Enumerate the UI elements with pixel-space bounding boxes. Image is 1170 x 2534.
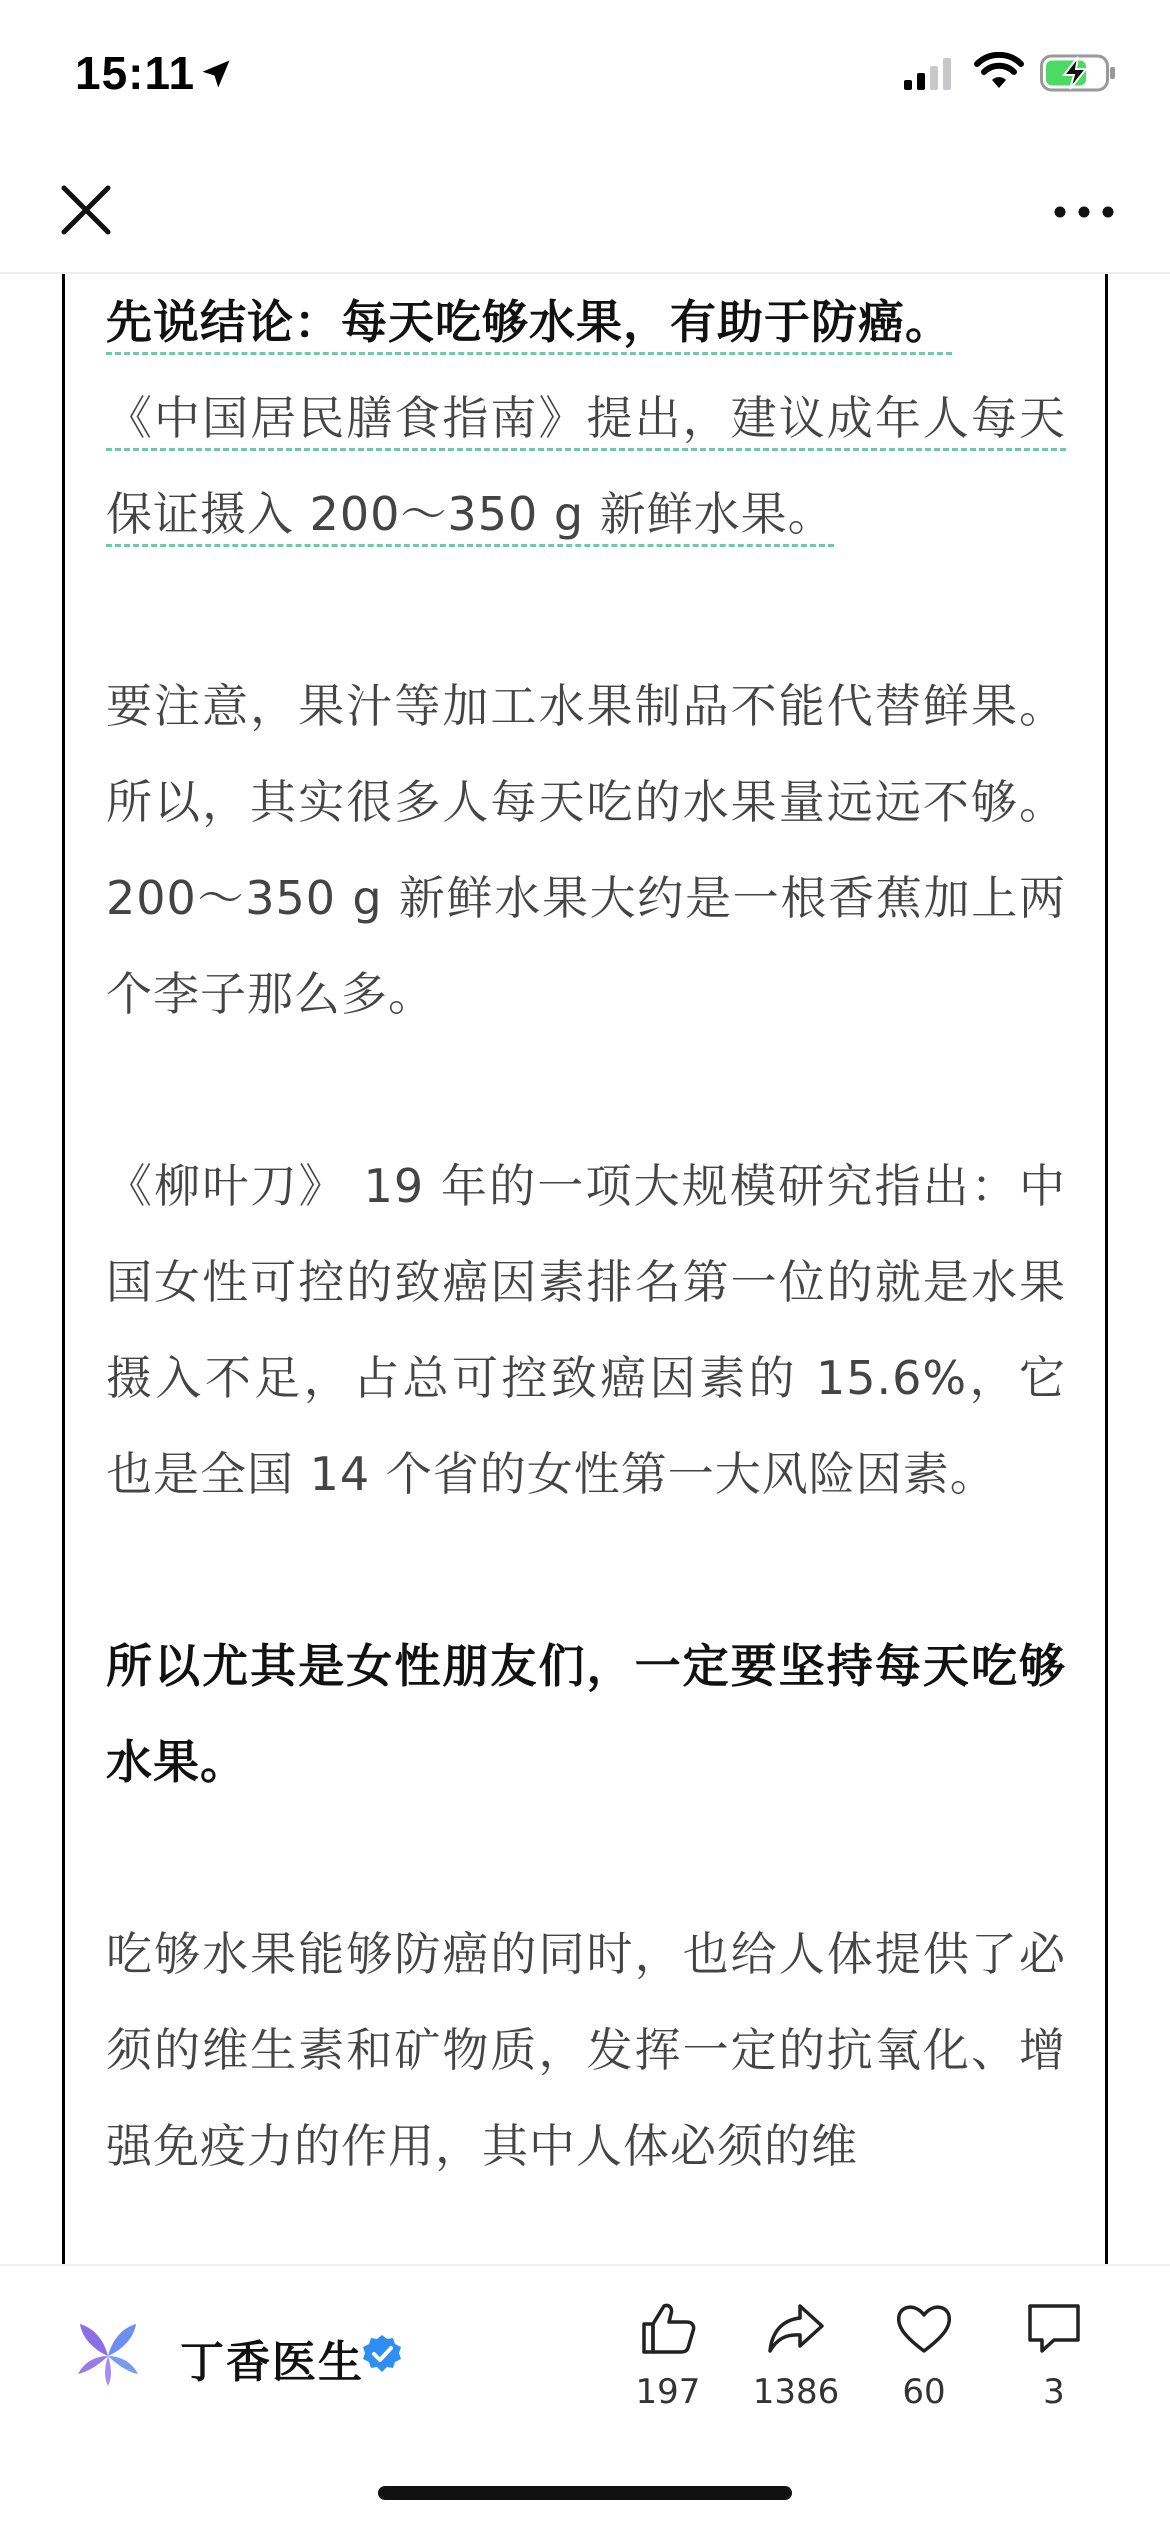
share-button[interactable]: [731, 2294, 861, 2424]
status-time: 15:11: [75, 47, 196, 99]
share-arrow-icon: [766, 2298, 826, 2358]
wifi-icon: [974, 52, 1024, 92]
verified-badge-icon: [362, 2334, 402, 2374]
battery-charging-icon: [1040, 54, 1116, 92]
favorite-button[interactable]: [859, 2294, 989, 2424]
nav-header: [0, 150, 1170, 274]
heart-icon: [894, 2298, 954, 2358]
like-button[interactable]: [603, 2294, 733, 2424]
close-icon[interactable]: [56, 180, 116, 240]
comment-count: 3: [1043, 2372, 1065, 2412]
thumbs-up-icon: [638, 2298, 698, 2358]
article-body: [62, 274, 1108, 2264]
article-paragraph-juice: 要注意，果汁等加工水果制品不能代替鲜果。所以，其实很多人每天吃的水果量远远不够。200～350 g 新鲜水果大约是一根香蕉加上两个李子那么多。: [106, 679, 1066, 1021]
more-dots-icon[interactable]: [1052, 200, 1116, 224]
guideline-text: 《中国居民膳食指南》提出，建议成年人每天保证摄入 200～350 g 新鲜水果。: [106, 391, 1066, 541]
conclusion-text: 先说结论：每天吃够水果，有助于防癌。: [106, 295, 952, 349]
article-paragraph-lancet: 《柳叶刀》 19 年的一项大规模研究指出：中国女性可控的致癌因素排名第一位的就是水果摄入不足，占总可控致癌因素的 15.6%，它也是全国 14 个省的女性第一大风险因素。: [106, 1159, 1066, 1501]
article-conclusion: [106, 274, 1066, 370]
article-paragraph-emphasis: 所以尤其是女性朋友们，一定要坚持每天吃够水果。: [106, 1639, 1066, 1789]
favorite-count: 60: [902, 2372, 946, 2412]
comment-bubble-icon: [1024, 2298, 1084, 2358]
status-bar: [0, 0, 1170, 150]
article-paragraph-vitamins: 吃够水果能够防癌的同时，也给人体提供了必须的维生素和矿物质，发挥一定的抗氧化、增强免疫力的作用，其中人体必须的维: [106, 1927, 1066, 2173]
author-name[interactable]: 丁香医生: [180, 2337, 364, 2388]
share-count: 1386: [752, 2372, 840, 2412]
article-content: [106, 274, 1066, 2194]
comment-button[interactable]: [989, 2294, 1119, 2424]
cellular-signal-icon: [904, 58, 952, 90]
like-count: 197: [635, 2372, 701, 2412]
clove-flower-logo-icon[interactable]: [74, 2320, 142, 2388]
home-indicator[interactable]: [378, 2486, 792, 2500]
location-arrow-icon: [198, 56, 234, 92]
article-paragraph-guideline: [106, 370, 1066, 562]
